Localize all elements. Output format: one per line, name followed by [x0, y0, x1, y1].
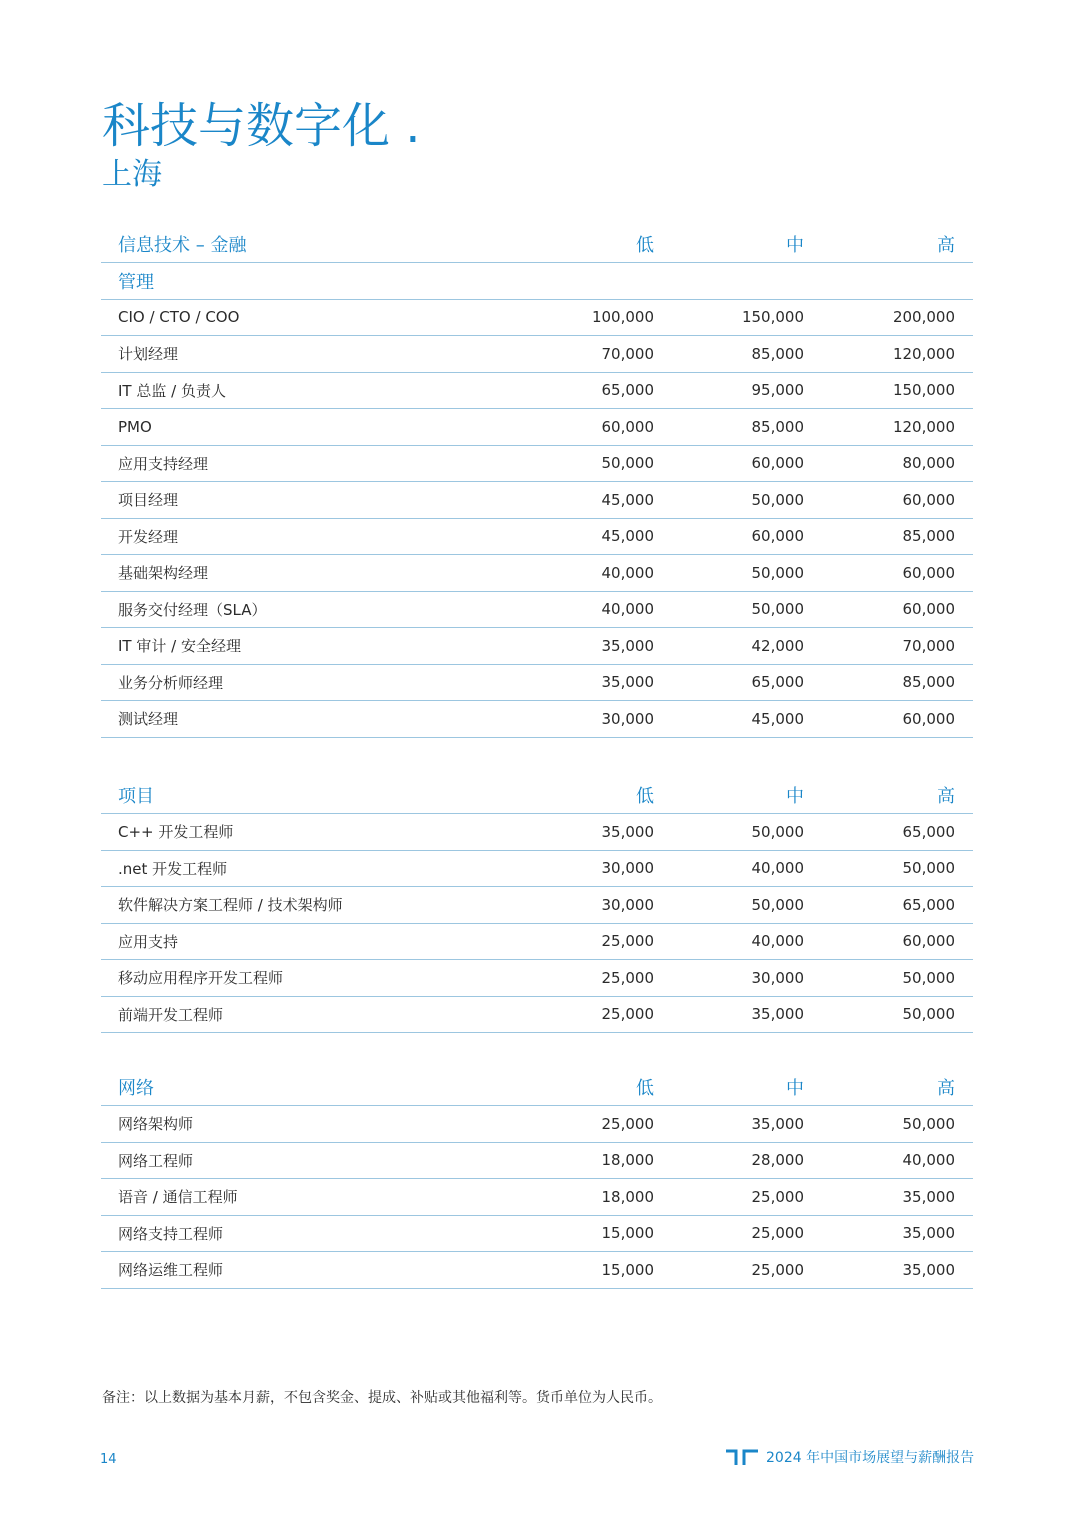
role-name: PMO	[118, 417, 152, 436]
table-row	[101, 409, 973, 446]
salary-mid: 50,000	[751, 563, 804, 582]
salary-low: 45,000	[601, 490, 654, 509]
table-group-row	[101, 263, 973, 300]
table-header-low: 低	[636, 1078, 654, 1099]
role-name: 语音 / 通信工程师	[118, 1188, 238, 1207]
salary-high: 120,000	[892, 344, 955, 363]
salary-high: 50,000	[902, 968, 955, 987]
report-title: 2024 年中国市场展望与薪酬报告	[766, 1450, 975, 1466]
table-row	[101, 1216, 973, 1253]
role-name: 网络工程师	[118, 1151, 194, 1170]
salary-high: 80,000	[902, 454, 955, 473]
role-name: 软件解决方案工程师 / 技术架构师	[118, 896, 343, 915]
salary-low: 40,000	[601, 600, 654, 619]
page-subtitle: 上海	[102, 157, 162, 192]
salary-high: 60,000	[902, 709, 955, 728]
role-name: 计划经理	[118, 345, 179, 364]
salary-high: 200,000	[892, 308, 955, 327]
table-row	[101, 1179, 973, 1216]
table-row	[101, 300, 973, 337]
salary-low: 45,000	[601, 527, 654, 546]
salary-low: 60,000	[601, 417, 654, 436]
table-header-category: 网络	[118, 1078, 154, 1099]
table-row	[101, 887, 973, 924]
salary-mid: 95,000	[751, 381, 804, 400]
table-header-mid: 中	[786, 786, 804, 807]
role-name: .net 开发工程师	[118, 859, 228, 878]
salary-low: 25,000	[601, 1005, 654, 1024]
salary-low: 35,000	[601, 822, 654, 841]
salary-mid: 65,000	[751, 673, 804, 692]
salary-mid: 50,000	[751, 490, 804, 509]
table-header-category: 项目	[118, 786, 154, 807]
salary-mid: 42,000	[751, 636, 804, 655]
group-label-management: 管理	[118, 271, 154, 293]
salary-mid: 35,000	[751, 1005, 804, 1024]
salary-low: 18,000	[601, 1187, 654, 1206]
role-name: 应用支持	[118, 932, 179, 951]
role-name: 网络支持工程师	[118, 1224, 224, 1243]
table-row	[101, 665, 973, 702]
salary-high: 50,000	[902, 859, 955, 878]
salary-high: 60,000	[902, 490, 955, 509]
role-name: C++ 开发工程师	[118, 823, 234, 842]
salary-high: 35,000	[902, 1187, 955, 1206]
salary-low: 15,000	[601, 1224, 654, 1243]
salary-low: 25,000	[601, 968, 654, 987]
salary-high: 60,000	[902, 563, 955, 582]
salary-mid: 25,000	[751, 1187, 804, 1206]
salary-mid: 85,000	[751, 417, 804, 436]
salary-high: 65,000	[902, 822, 955, 841]
salary-mid: 25,000	[751, 1260, 804, 1279]
page-number: 14	[100, 1452, 117, 1467]
role-name: 应用支持经理	[118, 454, 209, 473]
role-name: 开发经理	[118, 527, 179, 546]
table-row	[101, 519, 973, 556]
salary-high: 70,000	[902, 636, 955, 655]
salary-high: 85,000	[902, 673, 955, 692]
salary-low: 18,000	[601, 1151, 654, 1170]
role-name: CIO / CTO / COO	[118, 308, 240, 327]
salary-mid: 45,000	[751, 709, 804, 728]
salary-low: 50,000	[601, 454, 654, 473]
table-header-low: 低	[636, 235, 654, 256]
role-name: 移动应用程序开发工程师	[118, 969, 284, 988]
salary-high: 35,000	[902, 1224, 955, 1243]
table-header-mid: 中	[786, 235, 804, 256]
salary-low: 100,000	[591, 308, 654, 327]
role-name: 测试经理	[118, 710, 179, 729]
salary-high: 35,000	[902, 1260, 955, 1279]
salary-high: 50,000	[902, 1114, 955, 1133]
footnote: 备注：以上数据为基本月薪，不包含奖金、提成、补贴或其他福利等。货币单位为人民币。	[102, 1390, 662, 1406]
table-row	[101, 592, 973, 629]
table-header	[101, 777, 973, 814]
role-name: 网络架构师	[118, 1115, 194, 1134]
salary-low: 35,000	[601, 673, 654, 692]
brand-logo-icon	[724, 1446, 760, 1468]
salary-high: 150,000	[892, 381, 955, 400]
table-row	[101, 373, 973, 410]
role-name: 业务分析师经理	[118, 673, 224, 692]
table-row	[101, 924, 973, 961]
table-row	[101, 446, 973, 483]
table-header	[101, 226, 973, 263]
table-row	[101, 1143, 973, 1180]
salary-high: 60,000	[902, 932, 955, 951]
table-header-mid: 中	[786, 1078, 804, 1099]
role-name: IT 审计 / 安全经理	[118, 637, 241, 656]
salary-low: 25,000	[601, 1114, 654, 1133]
page-title: 科技与数字化 .	[102, 98, 421, 154]
salary-high: 120,000	[892, 417, 955, 436]
table-row	[101, 814, 973, 851]
salary-mid: 28,000	[751, 1151, 804, 1170]
table-row	[101, 851, 973, 888]
salary-mid: 60,000	[751, 527, 804, 546]
table-row	[101, 628, 973, 665]
table-row	[101, 482, 973, 519]
role-name: 基础架构经理	[118, 564, 209, 583]
salary-high: 40,000	[902, 1151, 955, 1170]
salary-low: 65,000	[601, 381, 654, 400]
role-name: 项目经理	[118, 491, 179, 510]
salary-mid: 40,000	[751, 859, 804, 878]
salary-mid: 35,000	[751, 1114, 804, 1133]
salary-low: 30,000	[601, 709, 654, 728]
salary-mid: 150,000	[741, 308, 804, 327]
table-header-low: 低	[636, 786, 654, 807]
table-row	[101, 555, 973, 592]
salary-mid: 25,000	[751, 1224, 804, 1243]
salary-mid: 60,000	[751, 454, 804, 473]
salary-high: 65,000	[902, 895, 955, 914]
role-name: IT 总监 / 负责人	[118, 381, 226, 400]
salary-low: 40,000	[601, 563, 654, 582]
table-header-category: 信息技术 – 金融	[118, 235, 247, 256]
table-row	[101, 336, 973, 373]
salary-low: 15,000	[601, 1260, 654, 1279]
salary-mid: 50,000	[751, 822, 804, 841]
salary-high: 50,000	[902, 1005, 955, 1024]
salary-mid: 50,000	[751, 895, 804, 914]
table-header	[101, 1069, 973, 1106]
salary-table-network	[101, 1069, 973, 1289]
salary-mid: 40,000	[751, 932, 804, 951]
salary-mid: 50,000	[751, 600, 804, 619]
salary-low: 30,000	[601, 859, 654, 878]
table-row	[101, 960, 973, 997]
table-header-high: 高	[937, 235, 955, 256]
salary-mid: 85,000	[751, 344, 804, 363]
salary-table-it-finance	[101, 226, 973, 738]
table-row	[101, 701, 973, 738]
salary-mid: 30,000	[751, 968, 804, 987]
table-header-high: 高	[937, 1078, 955, 1099]
salary-low: 70,000	[601, 344, 654, 363]
table-row	[101, 997, 973, 1034]
role-name: 服务交付经理（SLA）	[118, 600, 267, 619]
table-header-high: 高	[937, 786, 955, 807]
salary-low: 30,000	[601, 895, 654, 914]
salary-high: 85,000	[902, 527, 955, 546]
salary-high: 60,000	[902, 600, 955, 619]
role-name: 前端开发工程师	[118, 1005, 224, 1024]
salary-low: 35,000	[601, 636, 654, 655]
salary-low: 25,000	[601, 932, 654, 951]
table-row	[101, 1252, 973, 1289]
role-name: 网络运维工程师	[118, 1261, 224, 1280]
salary-table-projects	[101, 777, 973, 1033]
report-brand	[724, 1446, 974, 1468]
table-row	[101, 1106, 973, 1143]
